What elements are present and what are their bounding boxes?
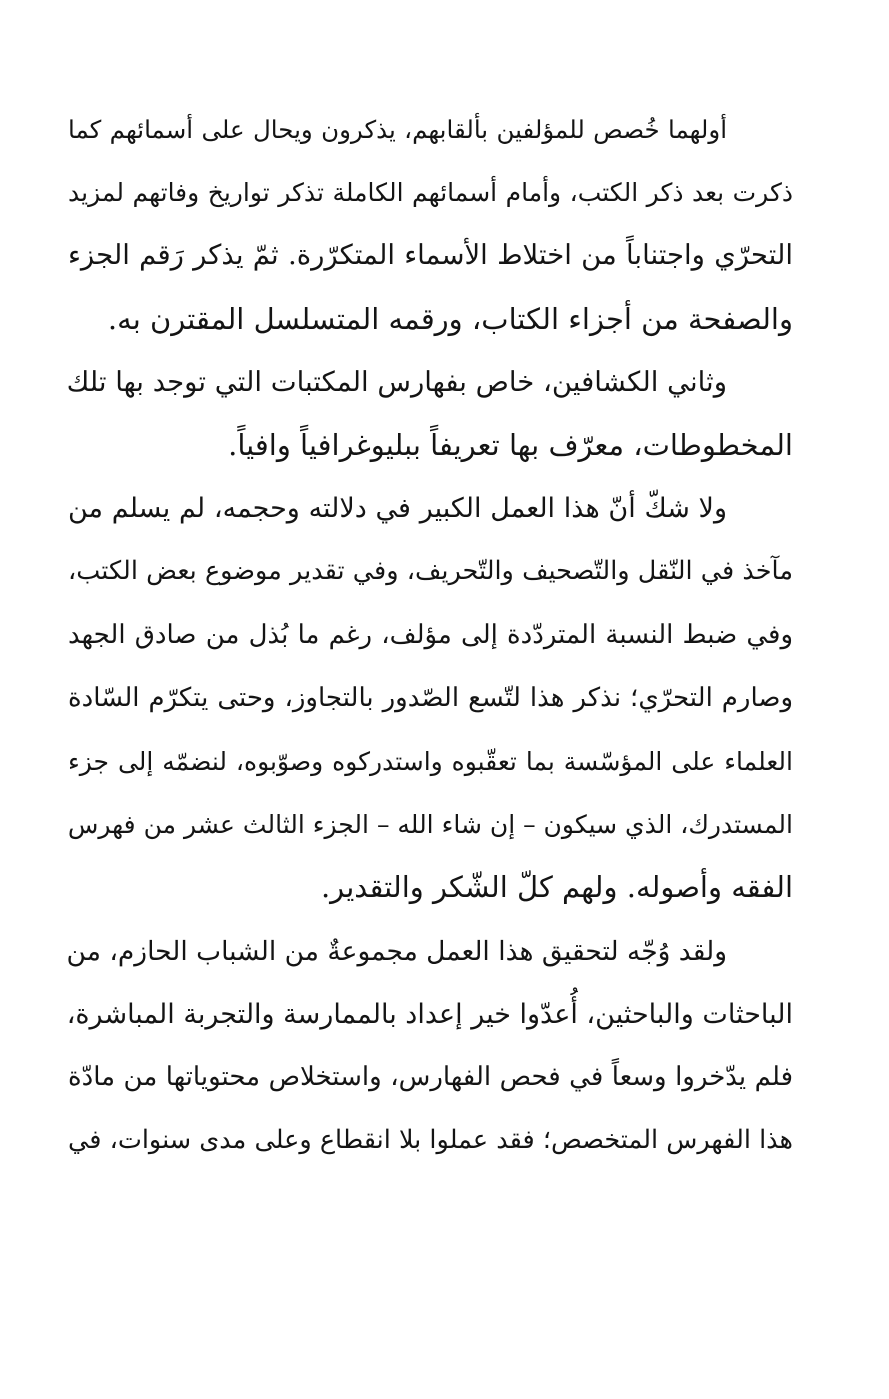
text-line: المخطوطات، معرّف بها تعريفاً ببليوغرافياً وافياً. (228, 428, 793, 463)
text-line: الفقه وأصوله. ولهم كلّ الشّكر والتقدير. (320, 870, 793, 905)
text-line: مآخذ في النّقل والتّصحيف والتّحريف، وفي تقدير موضوع بعض الكتب، (68, 556, 793, 587)
text-line: ذكرت بعد ذكر الكتب، وأمام أسمائهم الكاملة تذكر تواريخ وفاتهم لمزيد (68, 178, 793, 208)
paragraph-2 (68, 351, 793, 477)
text-line: وصارم التحرّي؛ نذكر هذا لتّسع الصّدور بالتجاوز، وحتى يتكرّم السّادة (68, 682, 793, 713)
text-line: أولهما خُصص للمؤلفين بألقابهم، يذكرون ويحال على أسمائهم كما (68, 115, 727, 144)
text-line: وثاني الكشافين، خاص بفهارس المكتبات التي توجد بها تلك (66, 365, 727, 398)
text-line: الباحثات والباحثين، أُعدّوا خير إعداد بالممارسة والتجربة المباشرة، (66, 998, 793, 1030)
text-line: ولقد وُجّه لتحقيق هذا العمل مجموعةٌ من الشباب الحازم، من (66, 935, 727, 967)
text-line: والصفحة من أجزاء الكتاب، ورقمه المتسلسل المقترن به. (107, 301, 793, 336)
text-line: العلماء على المؤسّسة بما تعقّبوه واستدركوه وصوّبوه، لنضمّه إلى جزء (68, 747, 793, 777)
body-text (68, 98, 793, 1172)
paragraph-3 (68, 477, 793, 919)
text-line: وفي ضبط النسبة المتردّدة إلى مؤلف، رغم ما بُذل من صادق الجهد (68, 619, 793, 650)
text-line: فلم يدّخروا وسعاً في فحص الفهارس، واستخلاص محتوياتها من مادّة (68, 1062, 793, 1093)
text-line: التحرّي واجتناباً من اختلاط الأسماء المتكرّرة. ثمّ يذكر رَقم الجزء (68, 239, 793, 272)
paragraph-4 (68, 920, 793, 1173)
text-line: ولا شكّ أنّ هذا العمل الكبير في دلالته وحجمه، لم يسلم من (68, 493, 727, 525)
paragraph-1 (68, 98, 793, 351)
text-line: المستدرك، الذي سيكون – إن شاء الله – الجزء الثالث عشر من فهرس (67, 810, 793, 840)
text-line: هذا الفهرس المتخصص؛ فقد عملوا بلا انقطاع وعلى مدى سنوات، في (68, 1125, 793, 1156)
